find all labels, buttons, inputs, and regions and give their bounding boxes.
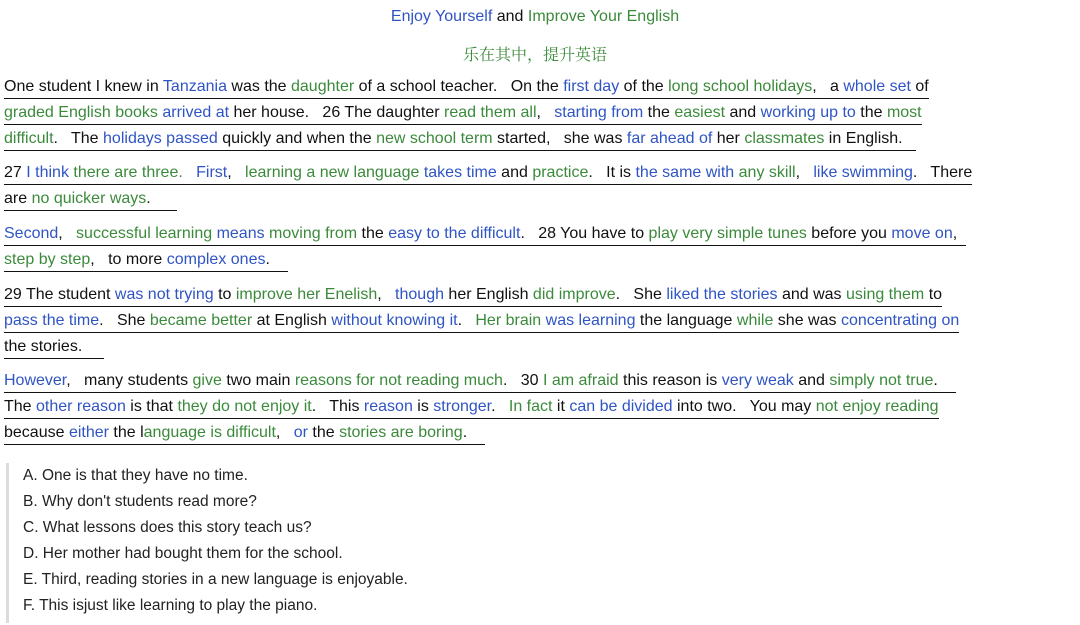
text-segment: and <box>793 372 830 389</box>
paragraph-4-line-3 <box>4 336 104 359</box>
text-segment: either <box>68 424 109 441</box>
paragraph-1-line-2 <box>4 102 922 125</box>
text-segment: move on <box>891 225 953 242</box>
text-segment: holidays passed <box>103 130 218 147</box>
text-segment: easy to the difficult <box>388 225 521 242</box>
text-segment: improve her Enelish <box>235 286 378 303</box>
text-segment: daughter <box>291 78 355 95</box>
text-segment: , to more <box>90 251 167 268</box>
title-part-3: Improve Your English <box>527 8 680 25</box>
text-segment: One student I knew in <box>4 78 163 95</box>
paragraph-5-line-2 <box>4 396 939 419</box>
text-segment: two main <box>221 372 295 389</box>
text-segment: easiest <box>674 104 726 121</box>
text-segment: it <box>552 398 570 415</box>
text-segment: . <box>265 251 288 268</box>
text-segment: of <box>910 78 929 95</box>
paragraph-1-line-3 <box>4 128 916 151</box>
paragraph-3-line-2 <box>4 249 288 272</box>
text-segment: and was <box>777 286 846 303</box>
text-segment: First <box>196 164 228 181</box>
text-segment: her English <box>443 286 533 303</box>
text-segment: to <box>213 286 236 303</box>
text-segment: . 30 <box>502 372 543 389</box>
text-segment: to <box>924 286 943 303</box>
text-segment: before you <box>806 225 892 242</box>
text-segment: or <box>293 424 308 441</box>
option-e: E. Third, reading stories in a new language is enjoyable. <box>23 571 408 588</box>
text-segment: practice <box>532 164 589 181</box>
text-segment: not enjoy reading <box>815 398 939 415</box>
option-c: C. What lessons does this story teach us? <box>23 519 312 536</box>
text-segment: the <box>357 225 389 242</box>
text-segment: far ahead of <box>626 130 713 147</box>
text-segment: the stories. <box>4 338 105 355</box>
paragraph-1-line-1 <box>4 76 929 99</box>
text-segment: , <box>377 286 396 303</box>
text-segment: complex ones <box>166 251 266 268</box>
text-segment: liked the stories <box>666 286 778 303</box>
text-segment: , many students <box>66 372 193 389</box>
text-segment: . There <box>912 164 973 181</box>
text-segment: . She <box>99 312 150 329</box>
text-segment: into two. You may <box>672 398 816 415</box>
text-segment: , <box>795 164 814 181</box>
text-segment: pass the time <box>4 312 100 329</box>
text-segment: quickly and when the <box>217 130 377 147</box>
text-segment: became better <box>149 312 253 329</box>
text-segment: Tanzania <box>162 78 227 95</box>
text-segment: her house. 26 The daughter <box>229 104 444 121</box>
text-segment: whole set <box>843 78 911 95</box>
text-segment: using them <box>845 286 925 303</box>
text-segment: 27 <box>4 164 27 181</box>
text-segment: step by step <box>4 251 91 268</box>
text-segment: I am afraid <box>542 372 619 389</box>
text-segment: play very simple tunes <box>648 225 807 242</box>
paragraph-5-line-1 <box>4 370 956 393</box>
text-segment: like swimming <box>813 164 913 181</box>
text-segment: was learning <box>541 312 636 329</box>
paragraph-5-line-3 <box>4 422 485 445</box>
text-segment: can be divided <box>569 398 673 415</box>
chinese-title: 乐在其中，提升英语 <box>462 47 607 64</box>
text-segment: the <box>307 424 340 441</box>
text-segment: . It is <box>588 164 636 181</box>
text-segment: anguage is difficult <box>143 424 276 441</box>
text-segment: without knowing it <box>331 312 458 329</box>
text-segment: in English. <box>824 130 916 147</box>
text-segment: first day <box>563 78 620 95</box>
text-segment: , a <box>812 78 844 95</box>
text-segment: graded English books <box>4 104 158 121</box>
paragraph-3-line-1 <box>4 223 966 246</box>
text-segment: and <box>725 104 761 121</box>
text-segment: reasons for not reading much <box>294 372 503 389</box>
text-segment: simply not true <box>829 372 934 389</box>
text-segment: the language <box>635 312 737 329</box>
text-segment: was the <box>226 78 291 95</box>
text-segment: and <box>496 164 533 181</box>
text-segment: arrived at <box>157 104 230 121</box>
text-segment: , <box>952 225 967 242</box>
text-segment: started, she was <box>492 130 627 147</box>
text-segment: because <box>4 424 69 441</box>
option-a: A. One is that they have no time. <box>23 467 248 484</box>
text-segment: very weak <box>721 372 794 389</box>
text-segment: moving from <box>264 225 358 242</box>
text-segment: . She <box>615 286 667 303</box>
english-title <box>0 8 1070 26</box>
text-segment: . <box>933 372 956 389</box>
text-segment: , <box>536 104 555 121</box>
text-segment: I think <box>26 164 69 181</box>
text-segment: though <box>395 286 444 303</box>
text-segment: , <box>58 225 77 242</box>
text-segment: is <box>412 398 434 415</box>
text-segment: . The <box>53 130 104 147</box>
text-segment: . <box>457 312 476 329</box>
text-segment: starting from <box>554 104 644 121</box>
text-segment: takes time <box>419 164 497 181</box>
text-segment: was not trying <box>114 286 214 303</box>
text-segment: she was <box>773 312 841 329</box>
text-segment: her <box>712 130 745 147</box>
text-segment: did improve <box>532 286 616 303</box>
text-segment: classmates <box>744 130 825 147</box>
text-segment: no quicker ways <box>31 190 147 207</box>
text-segment: reason <box>363 398 413 415</box>
text-segment: , <box>227 164 246 181</box>
text-segment: The <box>4 398 37 415</box>
text-segment: stories are boring <box>339 424 463 441</box>
option-b: B. Why don't students read more? <box>23 493 257 510</box>
text-segment: at English <box>252 312 332 329</box>
text-segment: long school holidays <box>668 78 813 95</box>
text-segment: this reason is <box>618 372 722 389</box>
paragraph-2-line-1 <box>4 162 972 185</box>
answer-options <box>6 463 709 623</box>
text-segment: concentrating on <box>840 312 960 329</box>
text-segment: they do not enjoy it <box>177 398 312 415</box>
text-segment: learning a new language <box>245 164 420 181</box>
text-segment: while <box>736 312 774 329</box>
text-segment: . 28 You have to <box>520 225 649 242</box>
text-segment: the same with <box>635 164 735 181</box>
text-segment: successful learning <box>76 225 213 242</box>
option-f: F. This isjust like learning to play the piano. <box>23 597 318 614</box>
text-segment: . <box>146 190 178 207</box>
text-segment: stronger <box>433 398 492 415</box>
text-segment: other reason <box>36 398 126 415</box>
text-segment: the l <box>108 424 144 441</box>
text-segment: . <box>462 424 485 441</box>
text-segment: Her brain <box>475 312 542 329</box>
text-segment: is that <box>125 398 178 415</box>
paragraph-2-line-2 <box>4 188 177 211</box>
text-segment: give <box>192 372 222 389</box>
text-segment: read them all <box>444 104 537 121</box>
text-segment: there are three. <box>68 164 197 181</box>
text-segment: of a school teacher. On the <box>354 78 564 95</box>
text-segment: . <box>491 398 509 415</box>
option-d: D. Her mother had bought them for the school. <box>23 545 343 562</box>
paragraph-4-line-2 <box>4 310 959 333</box>
text-segment: Second <box>4 225 59 242</box>
text-segment: are <box>4 190 32 207</box>
paragraph-4-line-1 <box>4 284 942 307</box>
title-part-2: and <box>492 8 528 25</box>
text-segment: , <box>275 424 294 441</box>
text-segment: However <box>4 372 67 389</box>
text-segment: difficult <box>4 130 54 147</box>
title-part-1: Enjoy Yourself <box>390 8 493 25</box>
text-segment: most <box>886 104 922 121</box>
text-segment: means <box>212 225 265 242</box>
text-segment: any skill <box>734 164 796 181</box>
text-segment: the <box>855 104 887 121</box>
text-segment: the <box>643 104 675 121</box>
text-segment: of the <box>619 78 669 95</box>
text-segment: 29 The student <box>4 286 115 303</box>
text-segment: In fact <box>508 398 553 415</box>
text-segment: new school term <box>376 130 493 147</box>
text-segment: . This <box>311 398 364 415</box>
text-segment: working up to <box>760 104 856 121</box>
